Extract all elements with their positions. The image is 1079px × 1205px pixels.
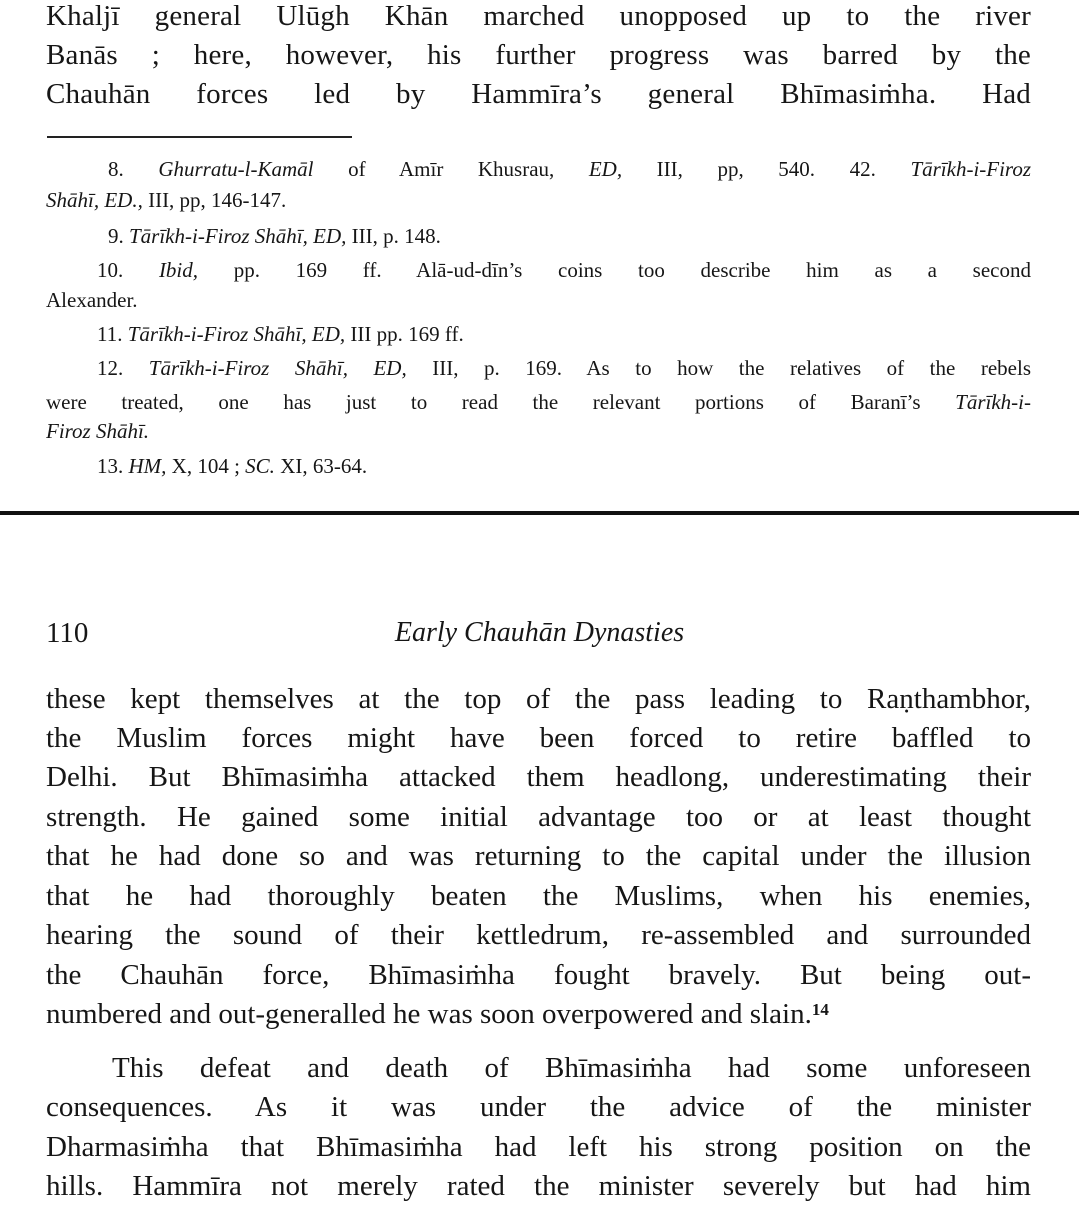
footnote-text: III pp. 169 ff.	[345, 322, 464, 346]
footnote-number: 11.	[97, 322, 123, 346]
text-line-content: numbered and out-generalled he was soon overpowered and slain.	[46, 998, 812, 1030]
page-divider	[0, 511, 1079, 515]
text-line: that he had done so and was returning to the capital under the illusion	[46, 840, 1031, 872]
text-line: the Chauhān force, Bhīmasiṁha fought bravely. But being out-	[46, 959, 1031, 991]
running-head: Early Chauhān Dynasties	[394, 617, 685, 648]
footnote-text: III, pp, 146-147.	[142, 188, 287, 212]
footnote-title: Tārīkh-i-	[955, 390, 1031, 414]
footnote-number: 13.	[97, 454, 124, 478]
footnote-11	[46, 321, 1031, 347]
text-line: hearing the sound of their kettledrum, re-assembled and surrounded	[46, 919, 1031, 951]
text-line: that he had thoroughly beaten the Muslims, when his enemies,	[46, 880, 1031, 912]
text-line: Chauhān forces led by Hammīra’s general Bhīmasiṁha. Had	[46, 78, 1031, 110]
text-line: these kept themselves at the top of the pass leading to Raṇthambhor,	[46, 683, 1031, 715]
footnote-text: III, p. 169. As to how the relatives of the rebels	[406, 356, 1031, 380]
footnote-number: 9.	[108, 224, 124, 248]
footnote-rule	[47, 136, 352, 138]
footnote-number: 12.	[97, 356, 124, 380]
footnote-12-cont	[46, 389, 1031, 415]
footnote-text: pp. 169 ff. Alā-ud-dīn’s coins too describe him as a second	[198, 258, 1031, 282]
footnote-8	[46, 156, 1031, 182]
text-line: This defeat and death of Bhīmasiṁha had some unforeseen	[112, 1052, 1031, 1084]
footnote-title: Tārīkh-i-Firoz Shāhī, ED,	[127, 322, 346, 346]
text-line: strength. He gained some initial advantage too or at least thought	[46, 801, 1031, 833]
footnote-title: HM,	[128, 454, 167, 478]
footnote-9	[46, 223, 1031, 249]
footnote-title: Tārīkh-i-Firoz Shāhī, ED,	[129, 224, 347, 248]
footnote-text: of Amīr Khusrau,	[313, 157, 589, 181]
footnote-10	[46, 257, 1031, 283]
footnote-number: 10.	[97, 258, 124, 282]
text-line	[46, 995, 1031, 1033]
footnote-text: XI, 63-64.	[274, 454, 368, 478]
footnote-title: Shāhī, ED.,	[46, 188, 143, 212]
footnote-text: were treated, one has just to read the relevant portions of Baranī’s	[46, 390, 956, 414]
footnote-12	[46, 355, 1031, 381]
footnote-title: Ghurratu-l-Kamāl	[158, 157, 314, 181]
footnote-title: SC.	[245, 454, 275, 478]
footnote-text: X, 104 ;	[166, 454, 246, 478]
text-line: consequences. As it was under the advice of the minister	[46, 1091, 1031, 1123]
footnote-text: III, pp, 540. 42.	[622, 157, 911, 181]
footnote-13	[46, 453, 1031, 479]
footnote-number: 8.	[108, 157, 124, 181]
footnote-title: Tārīkh-i-Firoz Shāhī, ED,	[148, 356, 407, 380]
footnote-8-cont	[46, 187, 1031, 213]
text-line: Khaljī general Ulūgh Khān marched unopposed up to the river	[46, 0, 1031, 32]
text-line: the Muslim forces might have been forced to retire baffled to	[46, 722, 1031, 754]
text-line: Banās ; here, however, his further progress was barred by the	[46, 39, 1031, 71]
text-line: Delhi. But Bhīmasiṁha attacked them headlong, underestimating their	[46, 761, 1031, 793]
footnote-text: III, p. 148.	[346, 224, 441, 248]
footnote-12-cont: Firoz Shāhī.	[46, 419, 150, 443]
text-line: Dharmasiṁha that Bhīmasiṁha had left his strong position on the	[46, 1131, 1031, 1163]
footnote-title: Ibid,	[158, 258, 199, 282]
footnote-title: Tārīkh-i-Firoz	[910, 157, 1031, 181]
page-number: 110	[46, 617, 89, 649]
footnote-title: ED,	[588, 157, 623, 181]
note-reference: 14	[811, 1000, 829, 1019]
footnote-10-cont: Alexander.	[46, 288, 138, 312]
text-line: hills. Hammīra not merely rated the minister severely but had him	[46, 1170, 1031, 1202]
page-header	[0, 614, 1079, 654]
